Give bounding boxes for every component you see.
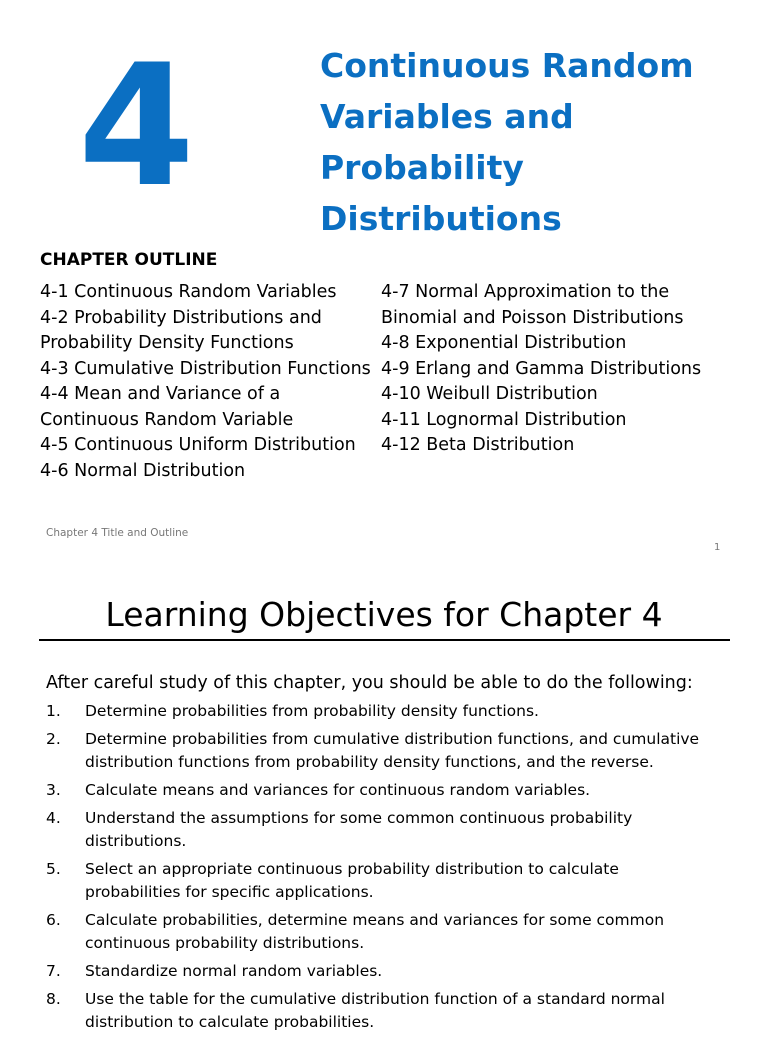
objective-number: 1. [46, 702, 61, 720]
outline-line: Continuous Random Variable [40, 409, 294, 430]
objective-text [85, 807, 726, 853]
objective-number: 4. [46, 809, 61, 827]
chapter-title-line: Probability [320, 148, 524, 187]
outline-left-column [40, 280, 371, 484]
outline-line: 4-12 Beta Distribution [381, 435, 575, 455]
objective-number: 7. [46, 962, 61, 980]
objective-line: Standardize normal random variables. [85, 962, 383, 980]
outline-line: Probability Density Functions [40, 333, 294, 353]
objective-text [85, 728, 726, 774]
chapter-title [320, 40, 740, 244]
objective-text [85, 779, 726, 802]
objective-text [85, 988, 726, 1034]
objective-line: Calculate means and variances for continuous random variables. [85, 781, 591, 799]
objectives-intro: After careful study of this chapter, you should be able to do the following: [46, 673, 693, 693]
objective-number: 2. [46, 730, 61, 748]
page-number: 1 [714, 542, 721, 553]
objective-line: Determine probabilities from probability density functions. [85, 702, 539, 720]
objective-text [85, 858, 726, 904]
objective-item [46, 960, 726, 983]
objective-item [46, 807, 726, 853]
objective-line: Select an appropriate continuous probability distribution to calculate [85, 860, 619, 878]
objectives-list [46, 700, 726, 1039]
objective-item [46, 700, 726, 723]
objective-text [85, 700, 726, 723]
objective-line: probabilities for specific applications. [85, 883, 374, 901]
outline-line: 4-7 Normal Approximation to the [381, 282, 670, 302]
objective-text [85, 960, 726, 983]
outline-heading: CHAPTER OUTLINE [40, 250, 218, 270]
outline-right-column [381, 280, 701, 459]
objective-item [46, 858, 726, 904]
title-underline-divider [39, 639, 730, 641]
outline-line: 4-3 Cumulative Distribution Functions [40, 358, 371, 379]
outline-line: Binomial and Poisson Distributions [381, 307, 684, 328]
objective-line: Calculate probabilities, determine means and variances for some common [85, 911, 665, 929]
outline-line: 4-2 Probability Distributions and [40, 307, 322, 328]
slide-footer-label: Chapter 4 Title and Outline [46, 527, 189, 539]
outline-line: 4-1 Continuous Random Variables [40, 282, 337, 302]
objective-item [46, 728, 726, 774]
objective-number: 3. [46, 781, 61, 799]
chapter-number: 4 [78, 28, 191, 224]
outline-line: 4-11 Lognormal Distribution [381, 409, 627, 430]
outline-line: 4-6 Normal Distribution [40, 460, 246, 481]
objective-number: 6. [46, 911, 61, 929]
outline-line: 4-5 Continuous Uniform Distribution [40, 435, 356, 455]
outline-line: 4-8 Exponential Distribution [381, 333, 627, 353]
objective-line: distribution to calculate probabilities. [85, 1013, 375, 1031]
objective-text [85, 909, 726, 955]
outline-line: 4-10 Weibull Distribution [381, 384, 598, 404]
objective-line: continuous probability distributions. [85, 934, 365, 952]
objective-item [46, 779, 726, 802]
learning-objectives-title: Learning Objectives for Chapter 4 [105, 595, 663, 634]
objective-number: 8. [46, 990, 61, 1008]
outline-line: 4-9 Erlang and Gamma Distributions [381, 358, 702, 379]
objective-number: 5. [46, 860, 61, 878]
chapter-title-line: Continuous Random [320, 46, 694, 85]
objective-line: Use the table for the cumulative distribution function of a standard normal [85, 990, 665, 1008]
objective-item [46, 988, 726, 1034]
chapter-title-line: Distributions [320, 199, 562, 238]
objective-line: Understand the assumptions for some common continuous probability [85, 809, 633, 827]
objective-line: Determine probabilities from cumulative distribution functions, and cumulative [85, 730, 700, 748]
chapter-title-line: Variables and [320, 97, 574, 136]
objective-item [46, 909, 726, 955]
objective-line: distribution functions from probability density functions, and the reverse. [85, 753, 654, 771]
outline-line: 4-4 Mean and Variance of a [40, 384, 281, 404]
objective-line: distributions. [85, 832, 187, 850]
